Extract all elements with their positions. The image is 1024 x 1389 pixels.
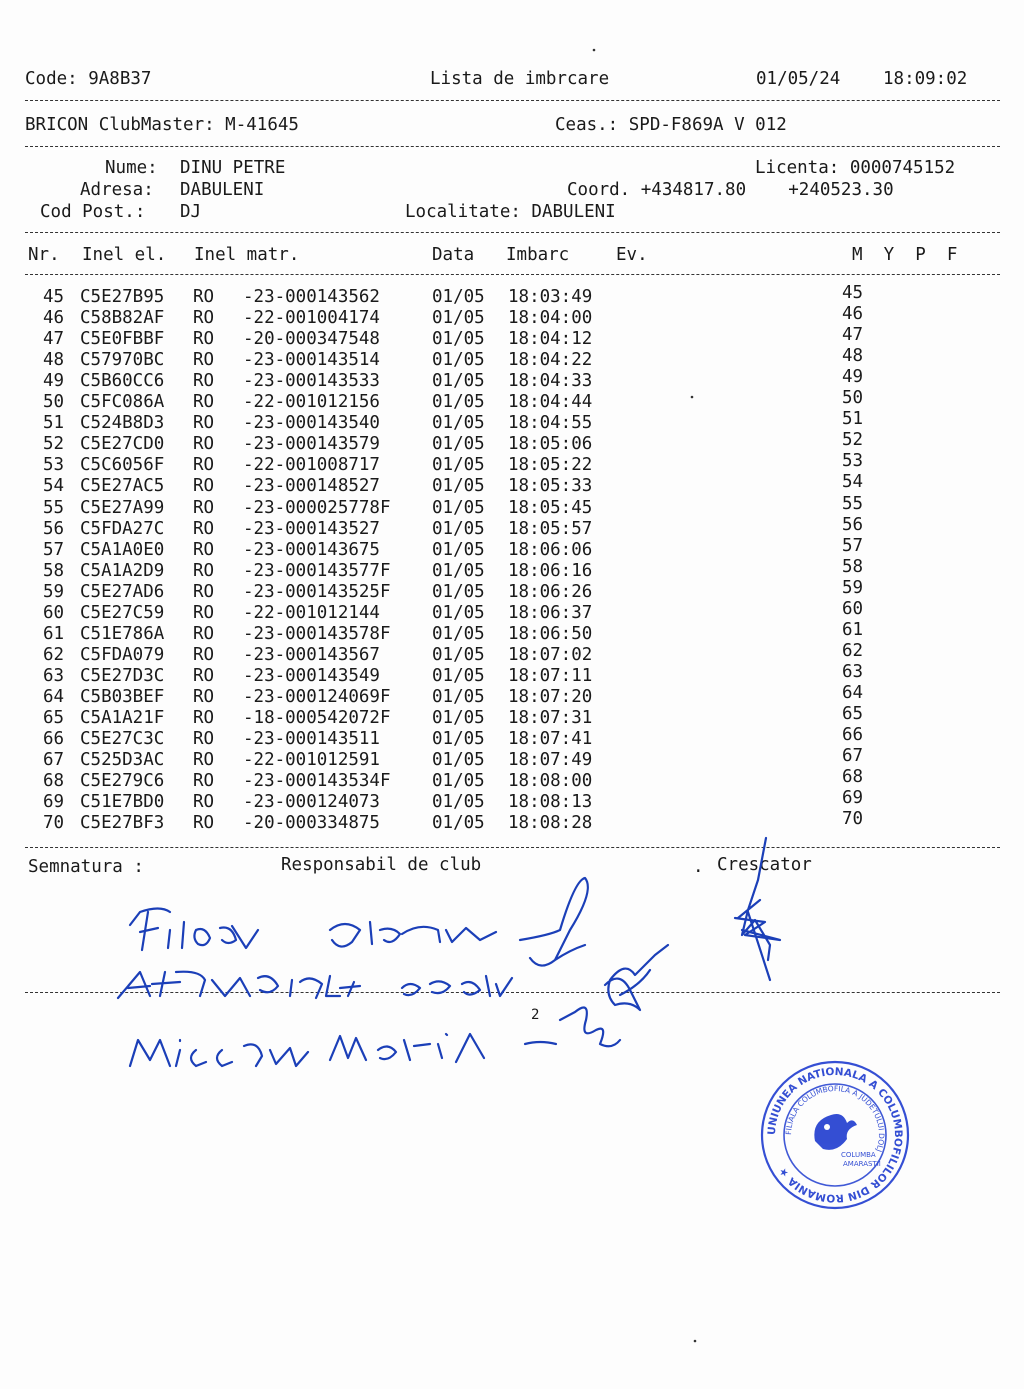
boarding-time: 18:07:41 bbox=[508, 729, 593, 750]
m-column-value: 60 bbox=[842, 598, 864, 619]
electronic-ring: C57970BC bbox=[80, 350, 165, 371]
ring-country: RO bbox=[193, 750, 215, 771]
document-title: Lista de imbrcare bbox=[430, 69, 610, 89]
m-column-value: 53 bbox=[842, 451, 864, 472]
boarding-time: 18:04:44 bbox=[508, 392, 593, 413]
ring-registration: -23-000148527 bbox=[243, 476, 380, 497]
ring-registration: -22-001012144 bbox=[243, 602, 380, 623]
electronic-ring: C5C6056F bbox=[80, 455, 165, 476]
m-column-value: 66 bbox=[842, 725, 864, 746]
boarding-date: 01/05 bbox=[432, 560, 485, 581]
boarding-time: 18:06:06 bbox=[508, 539, 593, 560]
boarding-date: 01/05 bbox=[432, 350, 485, 371]
m-column-value: 51 bbox=[842, 409, 864, 430]
postal-code: DJ bbox=[180, 202, 202, 222]
scan-speck bbox=[691, 396, 694, 399]
col-m-y-p-f: M Y P F bbox=[852, 245, 958, 265]
ring-country: RO bbox=[193, 623, 215, 644]
ring-country: RO bbox=[193, 560, 215, 581]
boarding-time: 18:05:45 bbox=[508, 497, 593, 518]
electronic-ring: C5A1A0E0 bbox=[80, 539, 165, 560]
m-column-value: 69 bbox=[842, 788, 864, 809]
electronic-ring: C51E7BD0 bbox=[80, 792, 165, 813]
electronic-ring: C5E279C6 bbox=[80, 771, 165, 792]
m-column-value: 46 bbox=[842, 304, 864, 325]
row-number: 56 bbox=[43, 518, 65, 539]
ring-country: RO bbox=[193, 329, 215, 350]
row-number: 48 bbox=[43, 350, 65, 371]
m-column-value: 67 bbox=[842, 746, 864, 767]
ring-registration: -22-001012156 bbox=[243, 392, 380, 413]
handwritten-name-2 bbox=[118, 972, 512, 998]
clock-id: Ceas.: SPD-F869A V 012 bbox=[555, 115, 787, 135]
ring-registration: -22-001012591 bbox=[243, 750, 380, 771]
row-number: 50 bbox=[43, 392, 65, 413]
electronic-ring: C5E27AC5 bbox=[80, 476, 165, 497]
breeder-label: Crescator bbox=[717, 855, 812, 875]
ring-registration: -18-000542072F bbox=[243, 708, 391, 728]
electronic-ring: C524B8D3 bbox=[80, 413, 165, 434]
postal-label: Cod Post.: bbox=[40, 202, 146, 222]
col-nr: Nr. bbox=[28, 245, 60, 265]
boarding-time: 18:04:33 bbox=[508, 371, 593, 392]
electronic-ring: C58B82AF bbox=[80, 308, 165, 329]
ring-country: RO bbox=[193, 813, 215, 834]
ring-registration: -23-000143533 bbox=[243, 371, 380, 392]
scan-speck bbox=[593, 49, 596, 52]
boarding-date: 01/05 bbox=[432, 750, 485, 771]
col-inel-matr: Inel matr. bbox=[194, 245, 300, 265]
boarding-time: 18:05:57 bbox=[508, 518, 593, 539]
ring-registration: -23-000143514 bbox=[243, 350, 380, 371]
boarding-date: 01/05 bbox=[432, 434, 485, 455]
ring-country: RO bbox=[193, 308, 215, 329]
electronic-ring: C5E27C3C bbox=[80, 729, 165, 750]
electronic-ring: C5E27B95 bbox=[80, 287, 165, 307]
ring-registration: -20-000334875 bbox=[243, 813, 380, 834]
ring-country: RO bbox=[193, 371, 215, 392]
m-column-value: 65 bbox=[842, 704, 864, 724]
row-number: 57 bbox=[43, 539, 65, 560]
boarding-time: 18:07:31 bbox=[508, 708, 593, 728]
ring-country: RO bbox=[193, 665, 215, 686]
m-column-value: 52 bbox=[842, 430, 864, 451]
footer-bullet: . bbox=[693, 857, 704, 877]
m-column-value: 49 bbox=[842, 367, 864, 388]
row-number: 49 bbox=[43, 371, 65, 392]
boarding-date: 01/05 bbox=[432, 518, 485, 539]
ring-country: RO bbox=[193, 287, 215, 307]
boarding-date: 01/05 bbox=[432, 708, 485, 728]
electronic-ring: C5E27C59 bbox=[80, 602, 165, 623]
row-number: 45 bbox=[43, 287, 65, 307]
ring-registration: -23-000143527 bbox=[243, 518, 380, 539]
boarding-date: 01/05 bbox=[432, 602, 485, 623]
boarding-date: 01/05 bbox=[432, 413, 485, 434]
stamp-inner-text: FILIALA COLUMBOFILA A JUDETULUI DOLJ bbox=[783, 1083, 887, 1154]
boarding-time: 18:06:37 bbox=[508, 602, 593, 623]
electronic-ring: C5A1A2D9 bbox=[80, 560, 165, 581]
ring-country: RO bbox=[193, 729, 215, 750]
club-signature bbox=[520, 878, 668, 1046]
electronic-ring: C525D3AC bbox=[80, 750, 165, 771]
col-inel-el: Inel el. bbox=[82, 245, 167, 265]
ring-country: RO bbox=[193, 771, 215, 792]
boarding-date: 01/05 bbox=[432, 813, 485, 834]
electronic-ring: C5FDA27C bbox=[80, 518, 165, 539]
ring-registration: -23-000124073 bbox=[243, 792, 380, 813]
ring-registration: -22-001004174 bbox=[243, 308, 380, 329]
m-column-value: 48 bbox=[842, 346, 864, 367]
ring-registration: -23-000143549 bbox=[243, 665, 380, 686]
owner-name: DINU PETRE bbox=[180, 158, 286, 178]
boarding-time: 18:05:22 bbox=[508, 455, 593, 476]
handwritten-name-1 bbox=[130, 909, 496, 951]
ring-registration: -23-000143577F bbox=[243, 560, 391, 581]
stamp-club-text: COLUMBA bbox=[841, 1151, 876, 1159]
row-number: 58 bbox=[43, 560, 65, 581]
ring-country: RO bbox=[193, 413, 215, 434]
ring-registration: -22-001008717 bbox=[243, 455, 380, 476]
boarding-time: 18:06:26 bbox=[508, 581, 593, 602]
ring-registration: -23-000143567 bbox=[243, 644, 380, 665]
boarding-date: 01/05 bbox=[432, 497, 485, 518]
ring-country: RO bbox=[193, 350, 215, 371]
boarding-date: 01/05 bbox=[432, 771, 485, 792]
scan-speck bbox=[694, 1340, 697, 1343]
print-date: 01/05/24 bbox=[756, 69, 841, 89]
row-number: 47 bbox=[43, 329, 65, 350]
ring-country: RO bbox=[193, 686, 215, 707]
ring-registration: -23-000025778F bbox=[243, 497, 391, 518]
row-number: 65 bbox=[43, 708, 65, 728]
m-column-value: 45 bbox=[842, 283, 864, 303]
boarding-time: 18:08:13 bbox=[508, 792, 593, 813]
handwritten-name-3 bbox=[130, 1034, 484, 1066]
boarding-time: 18:03:49 bbox=[508, 287, 593, 307]
ring-country: RO bbox=[193, 476, 215, 497]
row-number: 46 bbox=[43, 308, 65, 329]
boarding-date: 01/05 bbox=[432, 392, 485, 413]
row-number: 52 bbox=[43, 434, 65, 455]
electronic-ring: C5E27BF3 bbox=[80, 813, 165, 834]
col-data: Data bbox=[432, 245, 475, 265]
row-number: 60 bbox=[43, 602, 65, 623]
boarding-date: 01/05 bbox=[432, 581, 485, 602]
row-number: 70 bbox=[43, 813, 65, 834]
col-ev: Ev. bbox=[616, 245, 648, 265]
boarding-date: 01/05 bbox=[432, 665, 485, 686]
ring-registration: -23-000143578F bbox=[243, 623, 391, 644]
breeder-signature bbox=[735, 838, 780, 980]
boarding-time: 18:07:02 bbox=[508, 644, 593, 665]
ring-registration: -23-000143562 bbox=[243, 287, 380, 307]
ring-country: RO bbox=[193, 644, 215, 665]
ring-country: RO bbox=[193, 602, 215, 623]
boarding-date: 01/05 bbox=[432, 329, 485, 350]
electronic-ring: C5E27A99 bbox=[80, 497, 165, 518]
boarding-time: 18:06:16 bbox=[508, 560, 593, 581]
electronic-ring: C5A1A21F bbox=[80, 708, 165, 728]
ring-country: RO bbox=[193, 708, 215, 728]
row-number: 67 bbox=[43, 750, 65, 771]
boarding-time: 18:08:28 bbox=[508, 813, 593, 834]
m-column-value: 62 bbox=[842, 640, 864, 661]
ring-registration: -23-000143525F bbox=[243, 581, 391, 602]
m-column-value: 57 bbox=[842, 535, 864, 556]
m-column-value: 50 bbox=[842, 388, 864, 409]
address-label: Adresa: bbox=[80, 180, 154, 200]
ring-registration: -23-000143540 bbox=[243, 413, 380, 434]
row-number: 68 bbox=[43, 771, 65, 792]
m-column-value: 47 bbox=[842, 325, 864, 346]
row-number: 69 bbox=[43, 792, 65, 813]
license-number: Licenta: 0000745152 bbox=[755, 158, 956, 178]
electronic-ring: C5E27AD6 bbox=[80, 581, 165, 602]
electronic-ring: C5B60CC6 bbox=[80, 371, 165, 392]
boarding-time: 18:04:12 bbox=[508, 329, 593, 350]
ring-country: RO bbox=[193, 518, 215, 539]
signature-label: Semnatura : bbox=[28, 857, 144, 877]
club-stamp bbox=[762, 1062, 908, 1208]
m-column-value: 70 bbox=[842, 809, 864, 830]
page-number: 2 bbox=[531, 1007, 540, 1023]
ring-registration: -23-000124069F bbox=[243, 686, 391, 707]
electronic-ring: C5E27CD0 bbox=[80, 434, 165, 455]
row-number: 62 bbox=[43, 644, 65, 665]
row-number: 55 bbox=[43, 497, 65, 518]
electronic-ring: C5FC086A bbox=[80, 392, 165, 413]
row-number: 59 bbox=[43, 581, 65, 602]
boarding-time: 18:04:55 bbox=[508, 413, 593, 434]
m-column-value: 63 bbox=[842, 661, 864, 682]
clubmaster-id: BRICON ClubMaster: M-41645 bbox=[25, 115, 299, 135]
ring-country: RO bbox=[193, 539, 215, 560]
ring-country: RO bbox=[193, 581, 215, 602]
name-label: Nume: bbox=[105, 158, 158, 178]
ring-registration: -20-000347548 bbox=[243, 329, 380, 350]
boarding-time: 18:07:11 bbox=[508, 665, 593, 686]
boarding-date: 01/05 bbox=[432, 644, 485, 665]
m-column-value: 61 bbox=[842, 619, 864, 640]
boarding-time: 18:08:00 bbox=[508, 771, 593, 792]
electronic-ring: C51E786A bbox=[80, 623, 165, 644]
m-column-value: 56 bbox=[842, 514, 864, 535]
boarding-date: 01/05 bbox=[432, 455, 485, 476]
m-column-value: 54 bbox=[842, 472, 864, 493]
boarding-time: 18:04:00 bbox=[508, 308, 593, 329]
electronic-ring: C5E27D3C bbox=[80, 665, 165, 686]
owner-address: DABULENI bbox=[180, 180, 265, 200]
electronic-ring: C5B03BEF bbox=[80, 686, 165, 707]
ring-country: RO bbox=[193, 792, 215, 813]
m-column-value: 68 bbox=[842, 767, 864, 788]
electronic-ring: C5FDA079 bbox=[80, 644, 165, 665]
electronic-ring: C5E0FBBF bbox=[80, 329, 165, 350]
stamp-dove-icon bbox=[814, 1114, 857, 1150]
ring-country: RO bbox=[193, 497, 215, 518]
ring-registration: -23-000143579 bbox=[243, 434, 380, 455]
boarding-date: 01/05 bbox=[432, 686, 485, 707]
boarding-time: 18:07:20 bbox=[508, 686, 593, 707]
m-column-value: 64 bbox=[842, 682, 864, 703]
boarding-date: 01/05 bbox=[432, 623, 485, 644]
boarding-date: 01/05 bbox=[432, 308, 485, 329]
ring-registration: -23-000143511 bbox=[243, 729, 380, 750]
locality: Localitate: DABULENI bbox=[405, 202, 616, 222]
row-number: 51 bbox=[43, 413, 65, 434]
m-column-value: 55 bbox=[842, 493, 864, 514]
row-number: 63 bbox=[43, 665, 65, 686]
code-label: Code: 9A8B37 bbox=[25, 69, 152, 89]
boarding-time: 18:07:49 bbox=[508, 750, 593, 771]
row-number: 53 bbox=[43, 455, 65, 476]
stamp-club-text: AMARASTII bbox=[843, 1160, 881, 1168]
ring-registration: -23-000143675 bbox=[243, 539, 380, 560]
row-number: 54 bbox=[43, 476, 65, 497]
row-number: 61 bbox=[43, 623, 65, 644]
club-responsible-label: Responsabil de club bbox=[281, 855, 482, 875]
boarding-time: 18:05:33 bbox=[508, 476, 593, 497]
boarding-date: 01/05 bbox=[432, 371, 485, 392]
stamp-outer-text: UNIUNEA NATIONALA A COLUMBOFILILOR DIN ROMANIA ★ bbox=[765, 1065, 905, 1205]
ring-country: RO bbox=[193, 434, 215, 455]
m-column-value: 58 bbox=[842, 556, 864, 577]
m-column-value: 59 bbox=[842, 577, 864, 598]
row-number: 66 bbox=[43, 729, 65, 750]
row-number: 64 bbox=[43, 686, 65, 707]
ring-country: RO bbox=[193, 392, 215, 413]
boarding-date: 01/05 bbox=[432, 539, 485, 560]
boarding-date: 01/05 bbox=[432, 287, 485, 307]
boarding-time: 18:04:22 bbox=[508, 350, 593, 371]
print-time: 18:09:02 bbox=[883, 69, 968, 89]
ring-registration: -23-000143534F bbox=[243, 771, 391, 792]
boarding-time: 18:06:50 bbox=[508, 623, 593, 644]
boarding-date: 01/05 bbox=[432, 792, 485, 813]
col-imbarc: Imbarc bbox=[506, 245, 570, 265]
boarding-date: 01/05 bbox=[432, 476, 485, 497]
boarding-time: 18:05:06 bbox=[508, 434, 593, 455]
coordinates: Coord. +434817.80 +240523.30 bbox=[567, 180, 894, 200]
boarding-date: 01/05 bbox=[432, 729, 485, 750]
ring-country: RO bbox=[193, 455, 215, 476]
